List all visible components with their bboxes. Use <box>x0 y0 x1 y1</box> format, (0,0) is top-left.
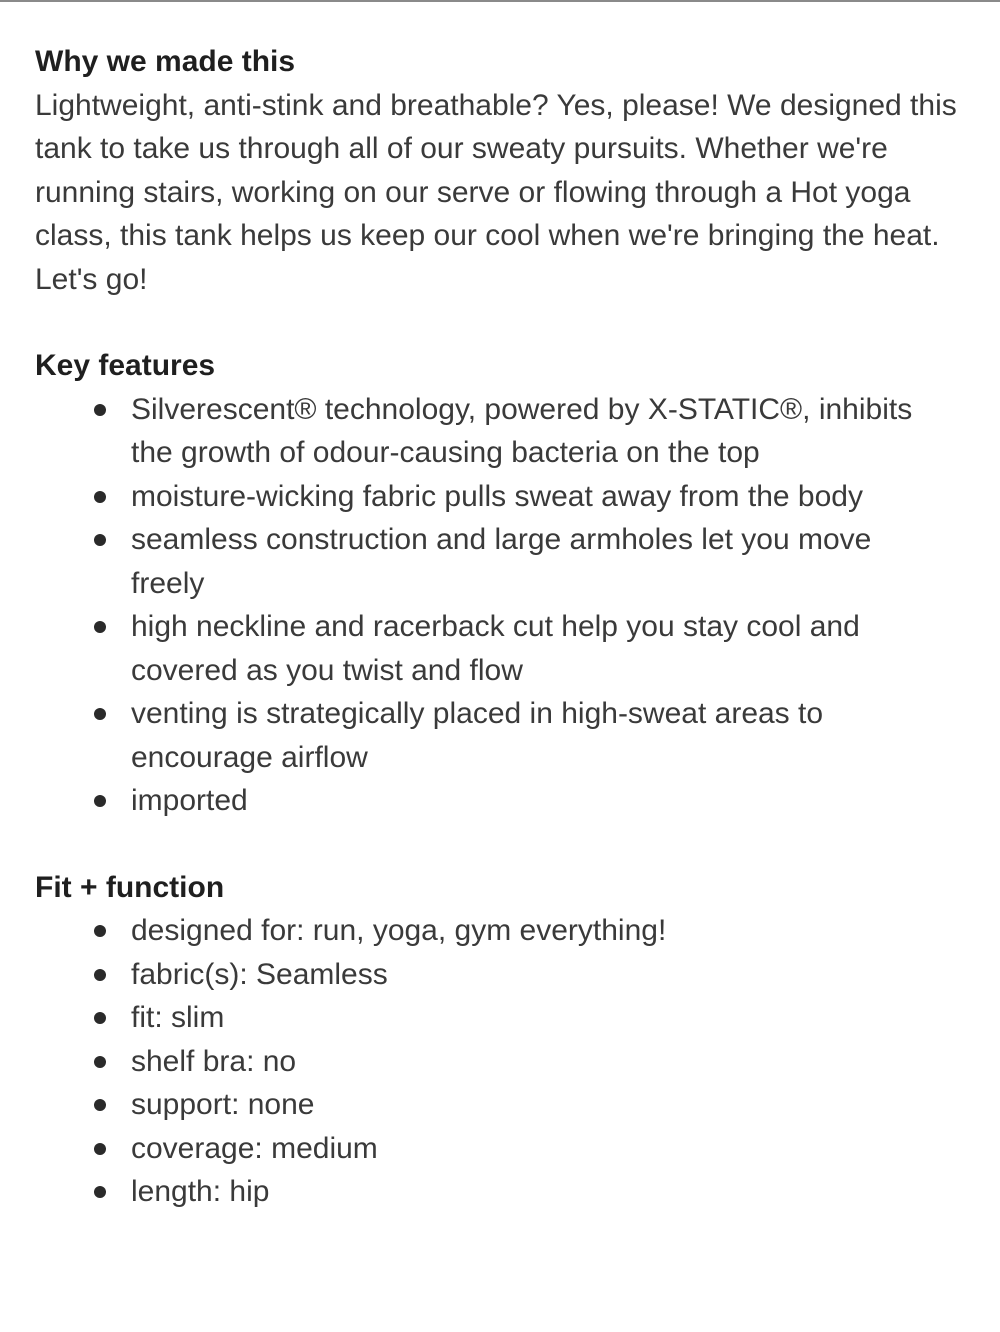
list-item <box>131 692 951 779</box>
list-item-text: designed for: run, yoga, gym everything! <box>131 914 667 947</box>
list-item-text: coverage: medium <box>131 1131 378 1165</box>
bullet-icon <box>94 925 106 937</box>
list-item <box>131 779 951 823</box>
list-item-text: high neckline and racerback cut help you stay cool and covered as you twist and flow <box>131 610 860 687</box>
list-item <box>131 1040 951 1084</box>
section-paragraph: Lightweight, anti-stink and breathable? Yes, please! We designed this tank to take us through all of our sweaty pursuits. Whether we're running stairs, working on our serve or flowing through a Hot yoga class, this tank helps us keep our cool when we're bringing the heat. Let's go! <box>35 88 957 296</box>
list-item-text: fabric(s): Seamless <box>131 957 388 991</box>
product-description <box>35 40 965 1214</box>
list-item <box>131 475 951 519</box>
list-item <box>131 518 951 605</box>
list-item-text: shelf bra: no <box>131 1044 297 1078</box>
fit-function-section <box>35 866 965 1214</box>
bullet-icon <box>94 1012 106 1024</box>
bullet-icon <box>94 1099 106 1111</box>
list-item-text: support: none <box>131 1088 315 1121</box>
list-item <box>131 953 951 997</box>
section-heading: Key features <box>35 349 216 382</box>
list-item-text: imported <box>131 784 248 817</box>
list-item-text: length: hip <box>131 1175 270 1208</box>
list-item <box>131 1170 951 1214</box>
list-item-text: seamless construction and large armholes let you move freely <box>131 523 872 600</box>
list-item-text: moisture-wicking fabric pulls sweat away from the body <box>131 479 863 513</box>
bullet-icon <box>94 708 106 720</box>
bullet-icon <box>94 534 106 546</box>
key-features-section <box>35 344 965 823</box>
section-heading: Why we made this <box>35 45 296 78</box>
list-item <box>131 388 951 475</box>
bullet-icon <box>94 1056 106 1068</box>
bullet-icon <box>94 404 106 416</box>
top-divider <box>0 0 1000 2</box>
bullet-icon <box>94 1186 106 1198</box>
list-item-text: Silverescent® technology, powered by X-STATIC®, inhibits the growth of odour-causing bacteria on the top <box>131 392 913 469</box>
fit-function-list <box>35 909 951 1214</box>
list-item <box>131 909 951 953</box>
key-features-list <box>35 388 951 823</box>
bullet-icon <box>94 491 106 503</box>
list-item <box>131 605 951 692</box>
bullet-icon <box>94 1143 106 1155</box>
bullet-icon <box>94 621 106 633</box>
list-item-text: fit: slim <box>131 1001 225 1034</box>
section-heading: Fit + function <box>35 870 225 904</box>
bullet-icon <box>94 969 106 981</box>
bullet-icon <box>94 795 106 807</box>
why-we-made-this-section <box>35 40 965 301</box>
list-item-text: venting is strategically placed in high-sweat areas to encourage airflow <box>131 697 824 774</box>
list-item <box>131 1083 951 1127</box>
list-item <box>131 1127 951 1171</box>
list-item <box>131 996 951 1040</box>
